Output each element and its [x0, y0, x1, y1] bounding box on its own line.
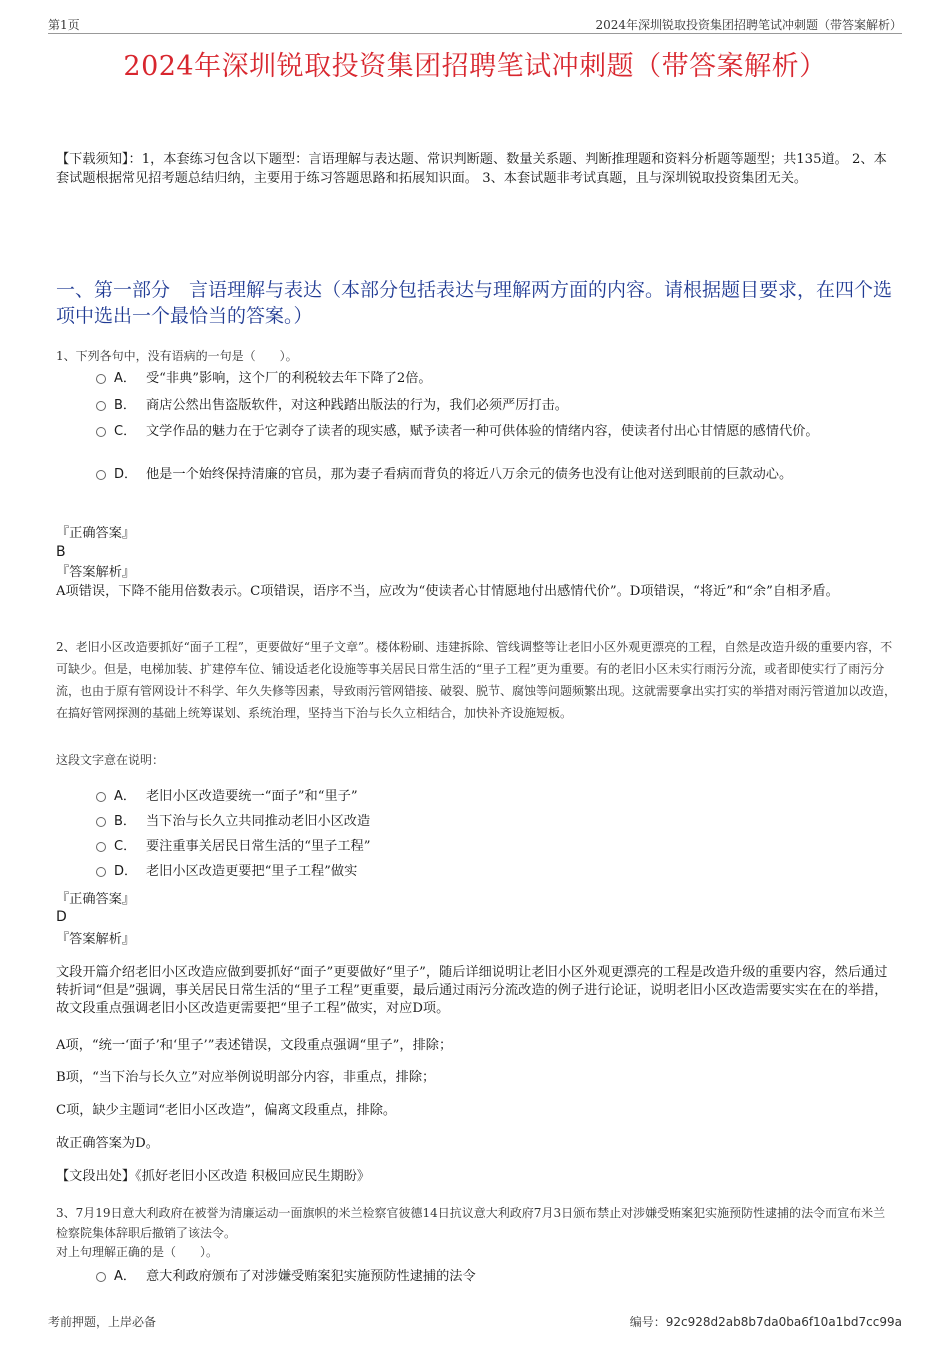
document-code [630, 1313, 902, 1330]
page-footer [48, 1313, 902, 1330]
q2-option-b[interactable] [96, 812, 936, 832]
code-value: 92c928d2ab8b7da0ba6f10a1bd7cc99a [665, 1315, 902, 1329]
code-label: 编号： [629, 1315, 666, 1329]
option-text: 老旧小区改造更要把“里子工程”做实 [146, 864, 358, 879]
option-letter: D． [114, 864, 138, 879]
option-letter: A． [114, 371, 136, 386]
option-text: 老旧小区改造要统一“面子”和“里子” [146, 789, 358, 804]
option-letter: A． [114, 1269, 136, 1284]
q2-correct-answer: D [56, 909, 67, 925]
option-text: 商店公然出售盗版软件，对这种践踏出版法的行为，我们必须严厉打击。 [146, 398, 568, 413]
q1-option-d[interactable] [96, 465, 936, 485]
q1-option-a[interactable] [96, 369, 936, 389]
radio-button-icon[interactable] [96, 1272, 106, 1282]
radio-button-icon[interactable] [96, 792, 106, 802]
q3-option-a[interactable] [96, 1267, 936, 1287]
q2-option-a[interactable] [96, 787, 936, 807]
section-title: 一、第一部分 言语理解与表达（本部分包括表达与理解两方面的内容。请根据题目要求，在四个选项中选出一个最恰当的答案。） [56, 279, 893, 327]
radio-button-icon[interactable] [96, 374, 106, 384]
radio-button-icon[interactable] [96, 401, 106, 411]
question-1-stem: 1、下列各句中，没有语病的一句是（ ）。 [56, 349, 298, 363]
radio-button-icon[interactable] [96, 842, 106, 852]
option-text: 当下治与长久立共同推动老旧小区改造 [146, 814, 371, 829]
radio-button-icon[interactable] [96, 867, 106, 877]
radio-button-icon[interactable] [96, 817, 106, 827]
q2-analysis-conclusion: 故正确答案为D。 [56, 1136, 159, 1151]
option-letter: B． [114, 814, 136, 829]
q2-option-c[interactable] [96, 837, 936, 857]
option-text: 意大利政府颁布了对涉嫌受贿案犯实施预防性逮捕的法令 [146, 1269, 476, 1284]
q1-correct-answer-label: 『正确答案』 [56, 526, 136, 541]
q2-analysis-summary: 文段开篇介绍老旧小区改造应做到要抓好“面子”更要做好“里子”，随后详细说明让老旧小区外观更漂亮的工程是改造升级的重要内容，然后通过转折词“但是”强调，事关居民日常生活的“里子工程”更重要，最后通过雨污分流改造的例子进行论证，说明老旧小区改造需要实实在在的举措，故文段重点强调老旧小区改造更需要把“里子工程”做实，对应D项。 [56, 965, 888, 1016]
option-letter: B． [114, 398, 136, 413]
q2-analysis-a: A项，“统一‘面子’和‘里子’”表述错误，文段重点强调“里子”，排除； [56, 1038, 453, 1053]
header-doc-title: 2024年深圳锐取投资集团招聘笔试冲刺题（带答案解析） [595, 18, 902, 32]
footer-slogan: 考前押题，上岸必备 [48, 1315, 157, 1329]
option-text: 受“非典”影响，这个厂的利税较去年下降了2倍。 [146, 371, 432, 386]
option-text: 要注重事关居民日常生活的“里子工程” [146, 839, 371, 854]
q1-option-c[interactable] [96, 422, 936, 442]
q1-analysis-label: 『答案解析』 [56, 565, 136, 580]
q2-option-d[interactable] [96, 862, 936, 882]
option-text: 文学作品的魅力在于它剥夺了读者的现实感，赋予读者一种可供体验的情绪内容，使读者付出心甘情愿的感情代价。 [146, 424, 819, 439]
question-2-stem: 这段文字意在说明： [56, 753, 165, 767]
download-notice: 【下载须知】：1，本套练习包含以下题型：言语理解与表达题、常识判断题、数量关系题、判断推理题和资料分析题等题型；共135道。 2、本套试题根据常见招考题总结归纳，主要用于练习答题思路和拓展知识面。 3、本套试题非考试真题，且与深圳锐取投资集团无关。 [56, 152, 887, 186]
page-number: 第1页 [48, 18, 80, 32]
question-3-passage: 3、7月19日意大利政府在被誉为清廉运动一面旗帜的米兰检察官彼德14日抗议意大利政府7月3日颁布禁止对涉嫌受贿案犯实施预防性逮捕的法令而宣布米兰检察院集体辞职后撤销了该法令。 [56, 1206, 886, 1240]
option-letter: A． [114, 789, 136, 804]
radio-button-icon[interactable] [96, 427, 106, 437]
question-2-passage: 2、老旧小区改造要抓好“面子工程”，更要做好“里子文章”。楼体粉刷、违建拆除、管线调整等让老旧小区外观更漂亮的工程，自然是改造升级的重要内容，不可缺少。但是，电梯加装、扩建停车位、铺设适老化设施等事关居民日常生活的“里子工程”更为重要。有的老旧小区未实行雨污分流，或者即使实行了雨污分流，也由于原有管网设计不科学、年久失修等因素，导致雨污管网错接、破裂、脱节、腐蚀等问题频繁出现。这就需要拿出实打实的举措对雨污管道加以改造，在搞好管网探测的基础上统筹谋划、系统治理，坚持当下治与长久立相结合，加快补齐设施短板。 [56, 640, 897, 720]
option-letter: C． [114, 839, 137, 854]
page-header [48, 16, 902, 34]
option-letter: D． [114, 467, 138, 482]
q2-source: 【文段出处】《抓好老旧小区改造 积极回应民生期盼》 [56, 1169, 371, 1184]
q2-correct-answer-label: 『正确答案』 [56, 892, 136, 907]
radio-button-icon[interactable] [96, 470, 106, 480]
option-text: 他是一个始终保持清廉的官员，那为妻子看病而背负的将近八万余元的债务也没有让他对送到眼前的巨款动心。 [146, 467, 793, 482]
q1-option-b[interactable] [96, 396, 936, 416]
page-title: 2024年深圳锐取投资集团招聘笔试冲刺题（带答案解析） [123, 51, 827, 82]
q2-analysis-c: C项，缺少主题词“老旧小区改造”，偏离文段重点，排除。 [56, 1103, 397, 1118]
q1-analysis: A项错误，下降不能用倍数表示。C项错误，语序不当，应改为“使读者心甘情愿地付出感情代价”。D项错误，“将近”和“余”自相矛盾。 [56, 584, 839, 599]
q1-correct-answer: B [56, 544, 66, 560]
q2-analysis-label: 『答案解析』 [56, 932, 136, 947]
option-letter: C． [114, 424, 137, 439]
q2-analysis-b: B项，“当下治与长久立”对应举例说明部分内容，非重点，排除； [56, 1070, 436, 1085]
question-3-stem: 对上句理解正确的是（ ）。 [56, 1245, 219, 1259]
